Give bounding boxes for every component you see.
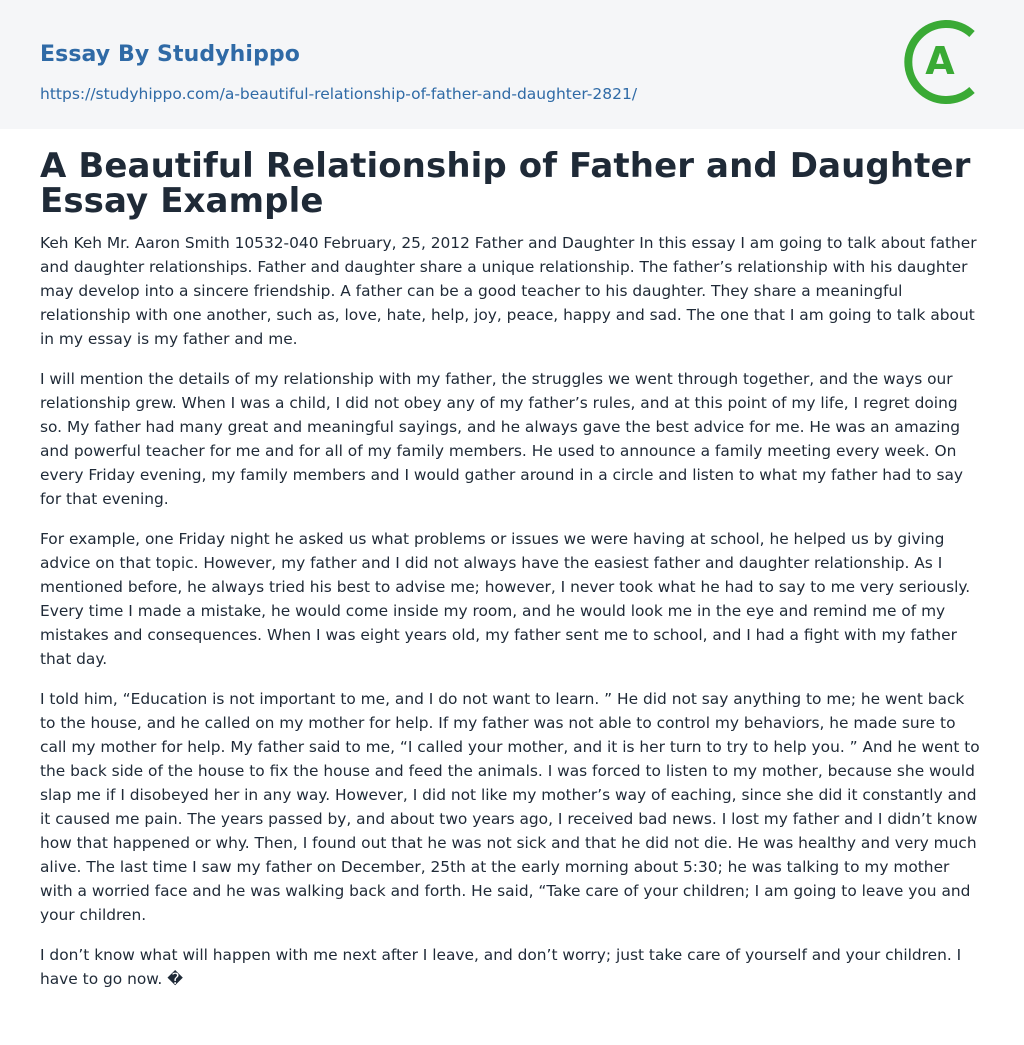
essay-paragraph: I don’t know what will happen with me next after I leave, and don’t worry; just take care of yourself and your children. I have to go now. � — [40, 946, 962, 988]
source-url-link[interactable]: https://studyhippo.com/a-beautiful-relationship-of-father-and-daughter-2821/ — [40, 85, 638, 103]
studyhippo-logo-icon[interactable] — [900, 18, 988, 106]
essay-body — [40, 231, 984, 991]
essay-paragraph: I will mention the details of my relationship with my father, the struggles we went through together, and the ways our relationship grew. When I was a child, I did not obey any of my father’s rules, and at this point of my life, I regret doing so. My father had many great and meaningful sayings, and he always gave the best advice for me. He was an amazing and powerful teacher for me and for all of my family members. He used to announce a family meeting every week. On every Friday evening, my family members and I would gather around in a circle and listen to what my father had to say for that evening. — [40, 370, 964, 508]
logo-letter: A — [925, 39, 955, 83]
essay-paragraph: Keh Keh Mr. Aaron Smith 10532-040 February, 25, 2012 Father and Daughter In this essay I am going to talk about father and daughter relationships. Father and daughter share a unique relationship. The father’s relationship with his daughter may develop into a sincere friendship. A father can be a good teacher to his daughter. They share a meaningful relationship with one another, such as, love, hate, help, joy, peace, happy and sad. The one that I am going to talk about in my essay is my father and me. — [40, 234, 977, 348]
essay-paragraph: I told him, “Education is not important to me, and I do not want to learn. ” He did not say anything to me; he went back to the house, and he called on my mother for help. If my father was not able to control my behaviors, he made sure to call my mother for help. My father said to me, “I called your mother, and it is her turn to try to help you. ” And he went to the back side of the house to fix the house and feed the animals. I was forced to listen to my mother, because she would slap me if I disobeyed her in any way. However, I did not like my mother’s way of eaching, since she did it constantly and it caused me pain. The years passed by, and about two years ago, I received bad news. I lost my father and I didn’t know how that happened or why. Then, I found out that he was not sick and that he did not die. He was healthy and very much alive. The last time I saw my father on December, 25th at the early morning about 5:30; he was talking to my mother with a worried face and he was walking back and forth. He said, “Take care of your children; I am going to leave you and your children. — [40, 690, 980, 924]
site-header — [0, 0, 1024, 129]
page-title: A Beautiful Relationship of Father and Daughter Essay Example — [40, 146, 971, 221]
essay-paragraph: For example, one Friday night he asked us what problems or issues we were having at school, he helped us by giving advice on that topic. However, my father and I did not always have the easiest father and daughter relationship. As I mentioned before, he always tried his best to advise me; however, I never took what he had to say to me very seriously. Every time I made a mistake, he would come inside my room, and he would look me in the eye and remind me of my mistakes and consequences. When I was eight years old, my father sent me to school, and I had a fight with my father that day. — [40, 530, 971, 668]
article — [0, 146, 1024, 991]
brand-title[interactable]: Essay By Studyhippo — [40, 42, 300, 67]
